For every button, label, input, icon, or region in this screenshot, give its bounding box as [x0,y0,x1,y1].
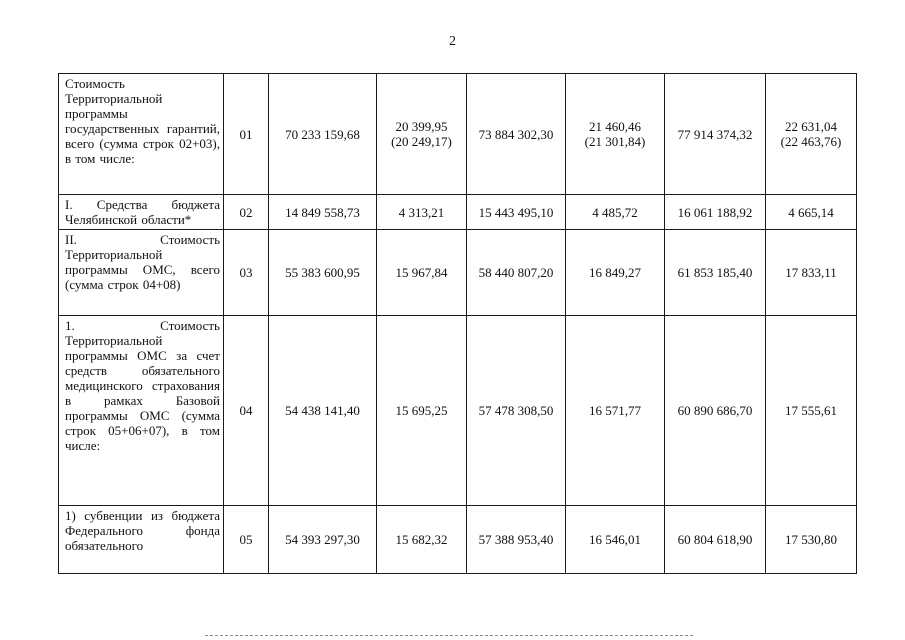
value-cell: 17 833,11 [766,230,857,316]
value-cell: 73 884 302,30 [467,74,566,195]
value-cell: 55 383 600,95 [269,230,377,316]
value-cell: 77 914 374,32 [665,74,766,195]
value-cell: 58 440 807,20 [467,230,566,316]
table-row [59,230,857,316]
value-sub: (20 249,17) [391,134,452,149]
value-cell: 17 530,80 [766,506,857,574]
scan-edge-line [205,635,693,636]
value-cell: 4 665,14 [766,195,857,230]
value-cell: 16 546,01 [566,506,665,574]
value-cell: 4 485,72 [566,195,665,230]
value-cell: 57 478 308,50 [467,316,566,506]
value-cell: 4 313,21 [377,195,467,230]
value-cell: 15 682,32 [377,506,467,574]
value-cell: 17 555,61 [766,316,857,506]
row-code: 01 [224,74,269,195]
page-number: 2 [449,34,456,49]
value-cell: 16 849,27 [566,230,665,316]
table-row [59,74,857,195]
program-cost-table [58,73,857,574]
table-row [59,316,857,506]
value-main: 22 631,04 [785,119,837,134]
value-cell: 61 853 185,40 [665,230,766,316]
value-cell [566,74,665,195]
row-code: 05 [224,506,269,574]
value-cell: 16 571,77 [566,316,665,506]
row-label: Стоимость Территориальной программы государственных гарантий, всего (сумма строк 02+03), в том числе: [59,74,224,195]
value-cell [766,74,857,195]
value-main: 20 399,95 [395,119,448,134]
value-cell: 57 388 953,40 [467,506,566,574]
row-code: 04 [224,316,269,506]
value-cell: 54 393 297,30 [269,506,377,574]
value-cell: 15 443 495,10 [467,195,566,230]
row-label: II. Стоимость Территориальной программы ОМС, всего (сумма строк 04+08) [59,230,224,316]
table-row [59,506,857,574]
value-cell: 60 890 686,70 [665,316,766,506]
row-code: 03 [224,230,269,316]
value-cell: 16 061 188,92 [665,195,766,230]
value-cell: 14 849 558,73 [269,195,377,230]
row-label: 1. Стоимость Территориальной программы ОМС за счет средств обязательного медицинского страхования в рамках Базовой программы ОМС (сумма строк 05+06+07), в том числе: [59,316,224,506]
value-sub: (21 301,84) [584,134,646,149]
value-cell: 54 438 141,40 [269,316,377,506]
row-label: 1) субвенции из бюджета Федерального фонда обязательного [59,506,224,574]
row-label: I. Средства бюджета Челябинской области* [59,195,224,230]
value-sub: (22 463,76) [780,134,842,149]
value-cell [377,74,467,195]
value-cell: 15 695,25 [377,316,467,506]
table-row [59,195,857,230]
value-main: 21 460,46 [589,119,641,134]
value-cell: 60 804 618,90 [665,506,766,574]
value-cell: 15 967,84 [377,230,467,316]
value-cell: 70 233 159,68 [269,74,377,195]
row-code: 02 [224,195,269,230]
